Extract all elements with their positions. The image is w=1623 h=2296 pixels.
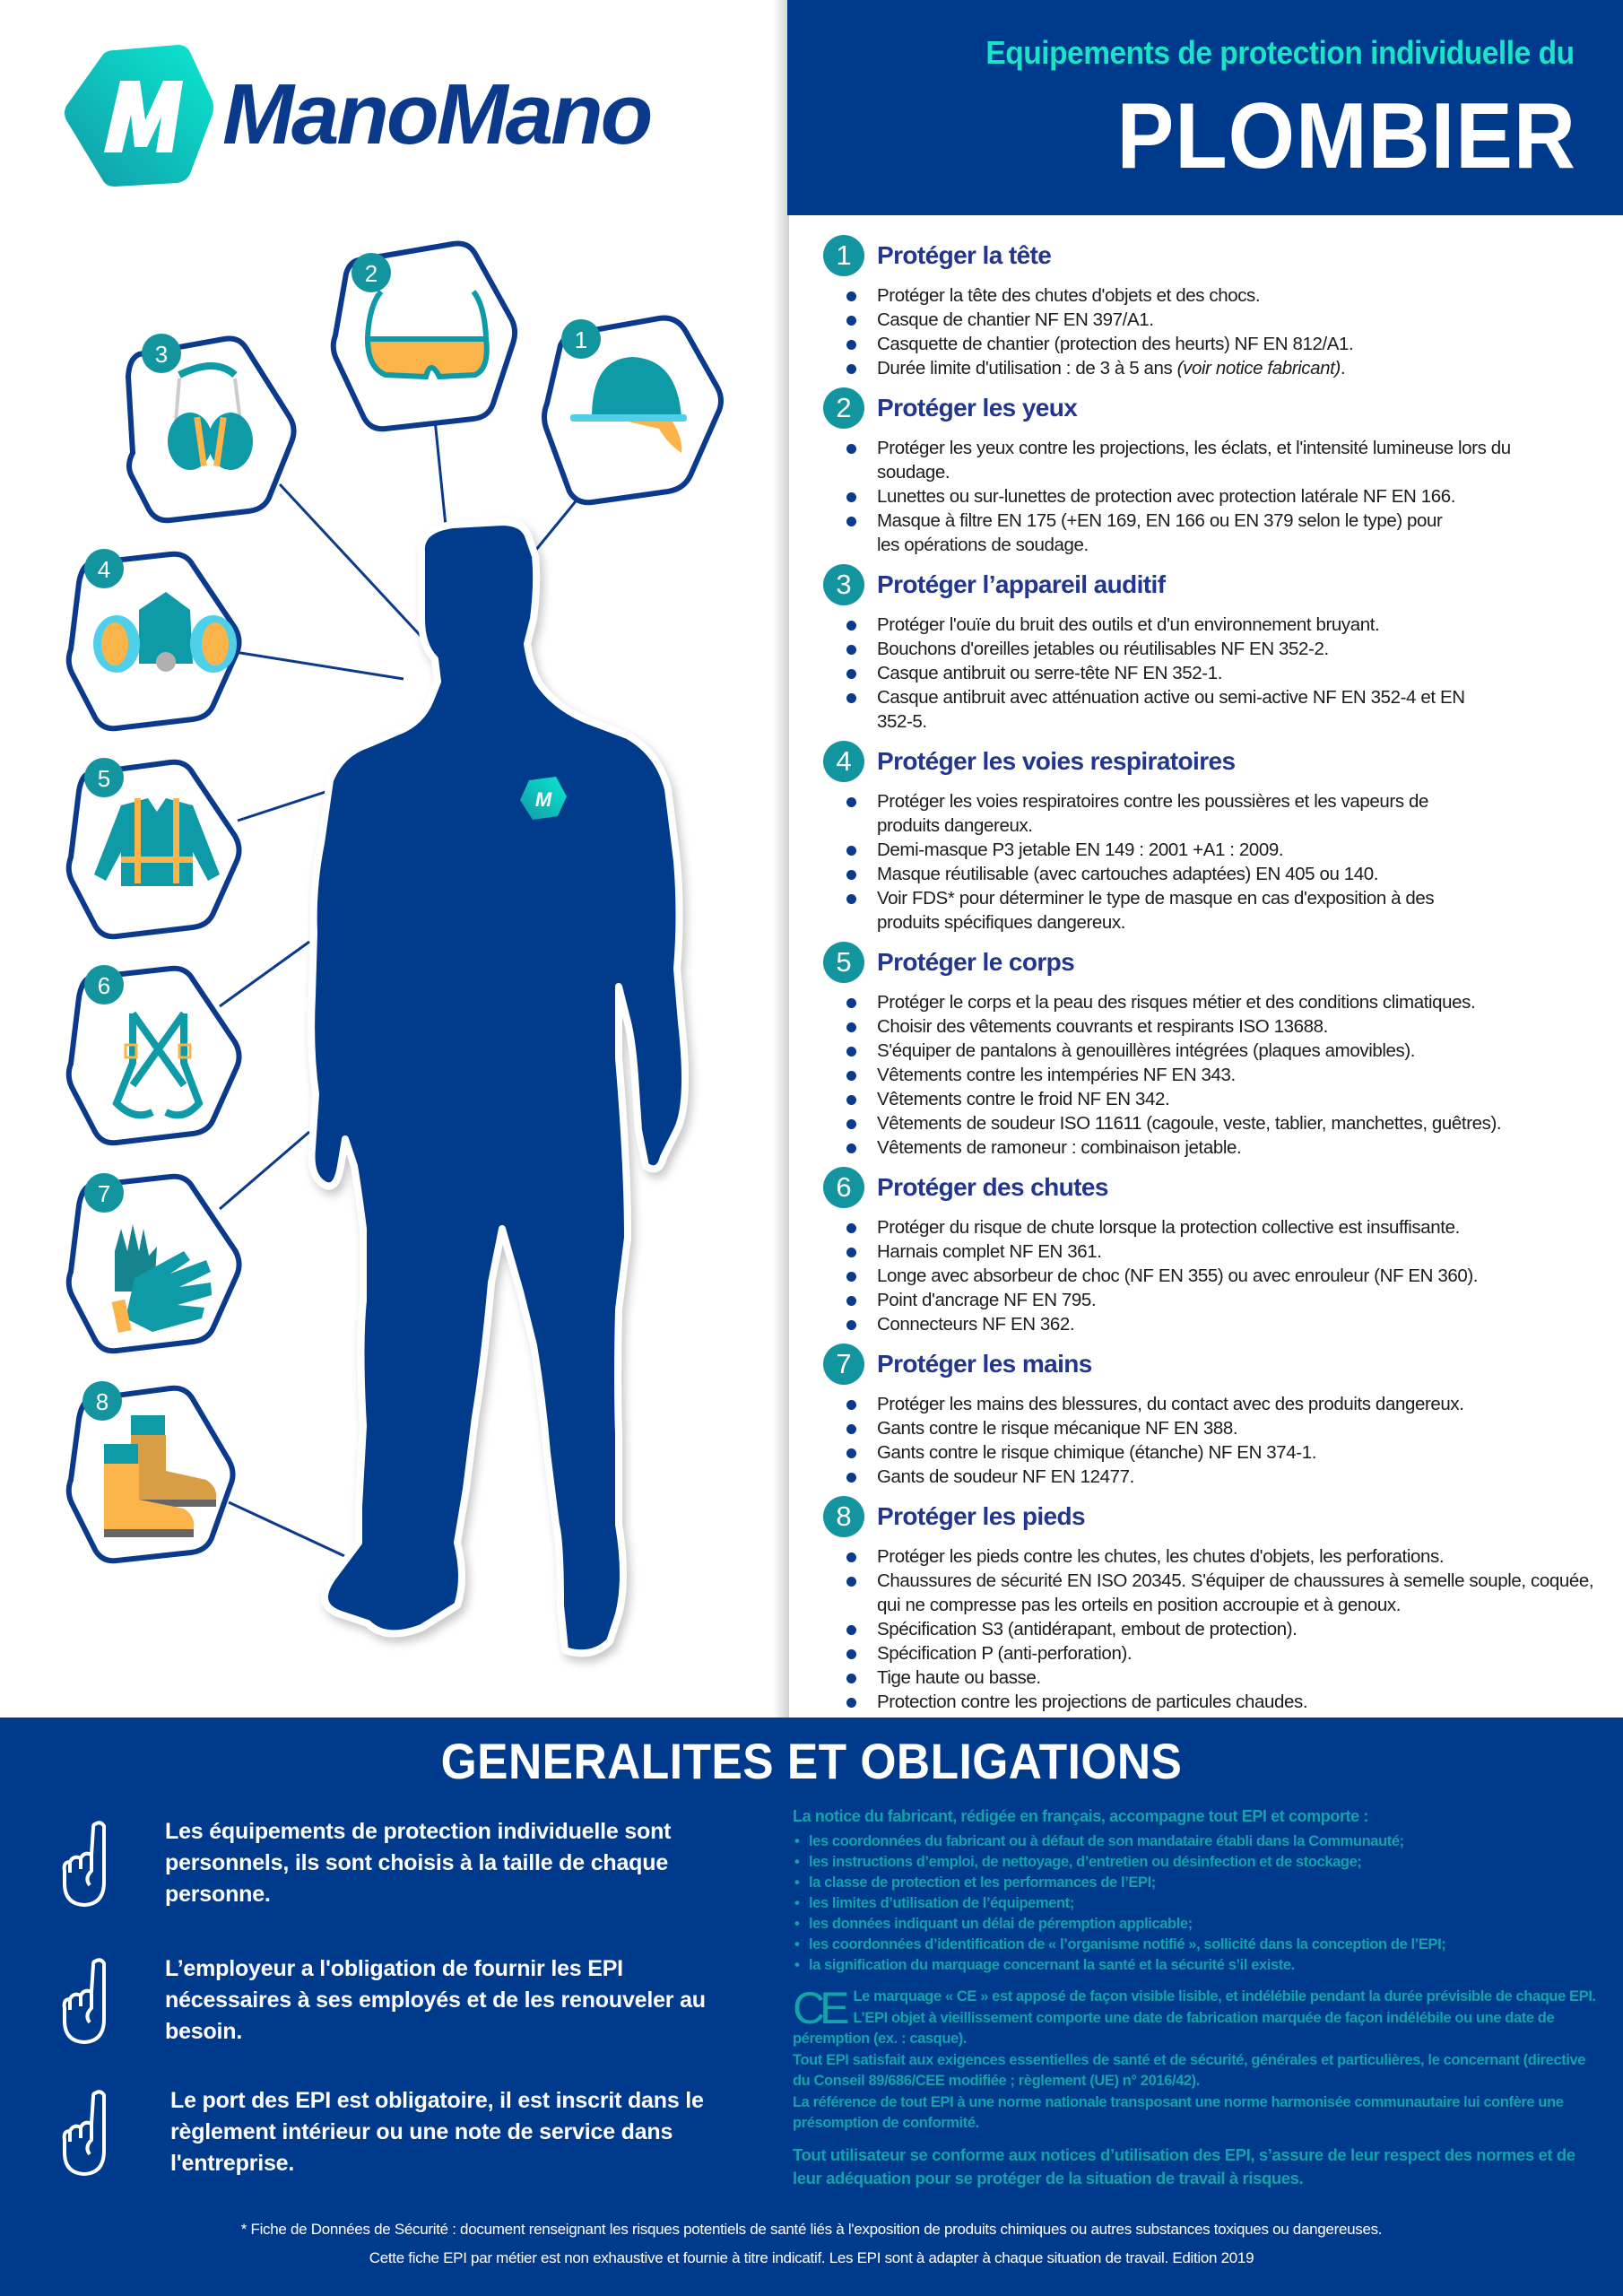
list-item: Gants contre le risque chimique (étanche) NF EN 374-1. [823,1440,1612,1465]
section-foot-protection [823,1494,1612,1714]
list-item: Casque antibruit ou serre-tête NF EN 352-1. [823,661,1487,685]
list-item: S'équiper de pantalons à genouillères intégrées (plaques amovibles). [823,1039,1612,1063]
pointing-hand-icon [57,1956,120,2046]
list-item: Connecteurs NF EN 362. [823,1312,1612,1336]
svg-text:7: 7 [97,1180,111,1207]
bullet-list [823,1392,1612,1489]
panel-divider-shadow [773,0,789,1718]
section-title: Protéger l’appareil auditif [877,570,1166,598]
list-item: Demi-masque P3 jetable EN 149 : 2001 +A1 : 2009. [823,838,1478,862]
generalites-title: GENERALITES ET OBLIGATIONS [440,1733,1183,1789]
list-item: Protection contre les projections de particules chaudes. [823,1690,1612,1714]
svg-text:4: 4 [97,556,111,583]
ce-marking-block [793,1983,1600,2135]
svg-text:1: 1 [574,326,588,353]
list-item: Durée limite d'utilisation : de 3 à 5 ans (voir notice fabricant). [823,356,1612,380]
section-respiratory-protection [823,739,1612,935]
bullet-list [823,990,1612,1160]
section-title: Protéger le corps [877,948,1075,976]
list-item: Spécification S3 (antidérapant, embout de protection). [823,1617,1612,1641]
illustration-panel [0,0,787,1718]
protection-sections [823,233,1612,1719]
section-body-protection [823,940,1612,1160]
bullet-list [823,789,1478,935]
svg-text:2: 2 [364,260,378,287]
list-item: Vêtements contre les intempéries NF EN 343. [823,1063,1612,1087]
footnote-edition: Cette fiche EPI par métier est non exhaustive et fournie à titre indicatif. Les EPI sont à adapter à chaque situation de travail. Edition 2019 [369,2249,1254,2266]
logo-wordmark: ManoMano [222,66,651,162]
section-head-protection [823,233,1612,380]
section-number-badge: 3 [823,564,864,605]
list-item: Masque à filtre EN 175 (+EN 169, EN 166 ou EN 379 selon le type) pour les opérations de soudage. [823,509,1469,557]
list-item: Vêtements contre le froid NF EN 342. [823,1087,1612,1111]
list-item: Protéger les yeux contre les projections, les éclats, et l'intensité lumineuse lors du soudage. [823,436,1523,484]
list-item: Vêtements de ramoneur : combinaison jetable. [823,1135,1612,1160]
section-number-badge: 4 [823,741,864,782]
list-item: Vêtements de soudeur ISO 11611 (cagoule, veste, tablier, manchettes, guêtres). [823,1111,1612,1135]
user-compliance-note: Tout utilisateur se conforme aux notices d’utilisation des EPI, s’assure de leur respect des normes et de leur adéquation pour se protéger de la situation de travail à risques. [793,2144,1575,2187]
list-item: • les coordonnées d’identification de « l’organisme notifié », sollicité dans la conception de l’EPI; [793,1935,1600,1955]
list-item: • la signification du marquage concernant la santé et la sécurité s’il existe. [793,1955,1600,1976]
section-number-badge: 6 [823,1167,864,1208]
section-hearing-protection [823,562,1612,734]
list-item: Longe avec absorbeur de choc (NF EN 355) ou avec enrouleur (NF EN 360). [823,1264,1612,1288]
list-item: Protéger les pieds contre les chutes, les chutes d'objets, les perforations. [823,1544,1612,1569]
list-item: Protéger la tête des chutes d'objets et des chocs. [823,283,1612,308]
list-item: Choisir des vêtements couvrants et respirants ISO 13688. [823,1014,1612,1039]
list-item: Protéger l'ouïe du bruit des outils et d'un environnement bruyant. [823,613,1487,637]
rule-item [57,1816,739,1910]
rule-item [57,2085,744,2179]
list-item: Casque antibruit avec atténuation active ou semi-active NF EN 352-4 et EN 352-5. [823,685,1487,734]
bullet-list [823,1215,1612,1336]
svg-text:8: 8 [95,1388,109,1415]
list-item: Protéger du risque de chute lorsque la protection collective est insuffisante. [823,1215,1612,1239]
list-item: • les limites d’utilisation de l’équipement; [793,1893,1600,1914]
list-item: Gants contre le risque mécanique NF EN 388. [823,1416,1612,1440]
section-title: Protéger les yeux [877,394,1078,422]
manufacturer-notice [793,1805,1600,2190]
list-item: Casque de chantier NF EN 397/A1. [823,308,1612,332]
rule-text: Le port des EPI est obligatoire, il est inscrit dans le règlement intérieur ou une note de service dans l'entreprise. [170,2088,704,2176]
section-title: Protéger les voies respiratoires [877,747,1236,775]
pointing-hand-icon [57,2088,120,2178]
list-item: Tige haute ou basse. [823,1665,1612,1690]
list-item: Protéger le corps et la peau des risques métier et des conditions climatiques. [823,990,1612,1014]
notice-heading: La notice du fabricant, rédigée en français, accompagne tout EPI et comporte : [793,1807,1368,1825]
list-item: • les coordonnées du fabricant ou à défaut de son mandataire établi dans la Communauté; [793,1831,1600,1852]
rule-text: Les équipements de protection individuelle sont personnels, ils sont choisis à la taille de chaque personne. [165,1819,672,1907]
list-item: Harnais complet NF EN 361. [823,1239,1612,1264]
svg-text:3: 3 [154,341,169,368]
list-item: Masque réutilisable (avec cartouches adaptées) EN 405 ou 140. [823,862,1478,886]
list-item: Gants de soudeur NF EN 12477. [823,1465,1612,1489]
conformity-text: Tout EPI satisfait aux exigences essentielles de santé et de sécurité, générales et particulières, le concernant (directive du Conseil 89/686/CEE modifiée ; règlement (UE) n° 2016/42). [793,2051,1586,2089]
section-number-badge: 8 [823,1496,864,1537]
section-title: Protéger la tête [877,241,1052,269]
list-item: Voir FDS* pour déterminer le type de masque en cas d'exposition à des produits spécifiques dangereux. [823,886,1478,935]
header-subtitle: Equipements de protection individuelle du [985,34,1575,71]
bullet-list [823,283,1612,380]
section-title: Protéger les pieds [877,1502,1085,1530]
svg-text:M: M [534,788,552,811]
pointing-hand-icon [57,1819,120,1909]
section-title: Protéger les mains [877,1350,1092,1378]
worker-diagram [0,0,787,1718]
ce-mark-icon: CE [793,1983,845,2033]
list-item: Lunettes ou sur-lunettes de protection avec protection latérale NF EN 166. [823,484,1523,509]
ce-text: Le marquage « CE » est apposé de façon visible lisible, et indélébile pendant la durée prévisible de chaque EPI. L’EPI objet à vieillissement comporte une date de fabrication marquée de façon indélébile ou une date de péremption (ex. : casque). [793,1988,1596,2047]
list-item: Point d'ancrage NF EN 795. [823,1288,1612,1312]
list-item: • les données indiquant un délai de péremption applicable; [793,1914,1600,1935]
svg-text:6: 6 [97,972,111,999]
conformity-text: La référence de tout EPI à une norme nationale transposant une norme harmonisée communautaire lui confère une présomption de conformité. [793,2093,1564,2131]
list-item: Spécification P (anti-perforation). [823,1641,1612,1665]
section-hand-protection [823,1342,1612,1489]
page-title: PLOMBIER [1116,84,1576,188]
svg-text:5: 5 [97,765,111,792]
bullet-list [823,1544,1612,1714]
bullet-list [823,436,1523,557]
section-number-badge: 5 [823,942,864,983]
list-item: Bouchons d'oreilles jetables ou réutilisables NF EN 352-2. [823,637,1487,661]
section-fall-protection [823,1165,1612,1336]
section-title: Protéger des chutes [877,1173,1108,1201]
section-number-badge: 7 [823,1344,864,1385]
list-item: Protéger les mains des blessures, du contact avec des produits dangereux. [823,1392,1612,1416]
worker-silhouette [311,522,685,1653]
notice-list [793,1831,1600,1976]
list-item: • la classe de protection et les performances de l’EPI; [793,1873,1600,1893]
header-banner [787,0,1623,215]
section-number-badge: 1 [823,235,864,276]
section-number-badge: 2 [823,387,864,429]
footnote-fds: * Fiche de Données de Sécurité : document renseignant les risques potentiels de santé liés à l'exposition de produits chimiques ou autres substances toxiques ou dangereuses. [240,2221,1383,2238]
list-item: Protéger les voies respiratoires contre les poussières et les vapeurs de produits dangereux. [823,789,1478,838]
rule-item [57,1953,739,2048]
list-item: • les instructions d’emploi, de nettoyage, d’entretien ou désinfection et de stockage; [793,1852,1600,1873]
list-item: Chaussures de sécurité EN ISO 20345. S'équiper de chaussures à semelle souple, coquée, qui ne compresse pas les orteils en position accroupie et à genoux. [823,1569,1612,1617]
bullet-list [823,613,1487,734]
rule-text: L’employeur a l'obligation de fournir les EPI nécessaires à ses employés et de les renouveler au besoin. [165,1956,706,2044]
section-eye-protection [823,386,1612,557]
list-item: Casquette de chantier (protection des heurts) NF EN 812/A1. [823,332,1612,356]
